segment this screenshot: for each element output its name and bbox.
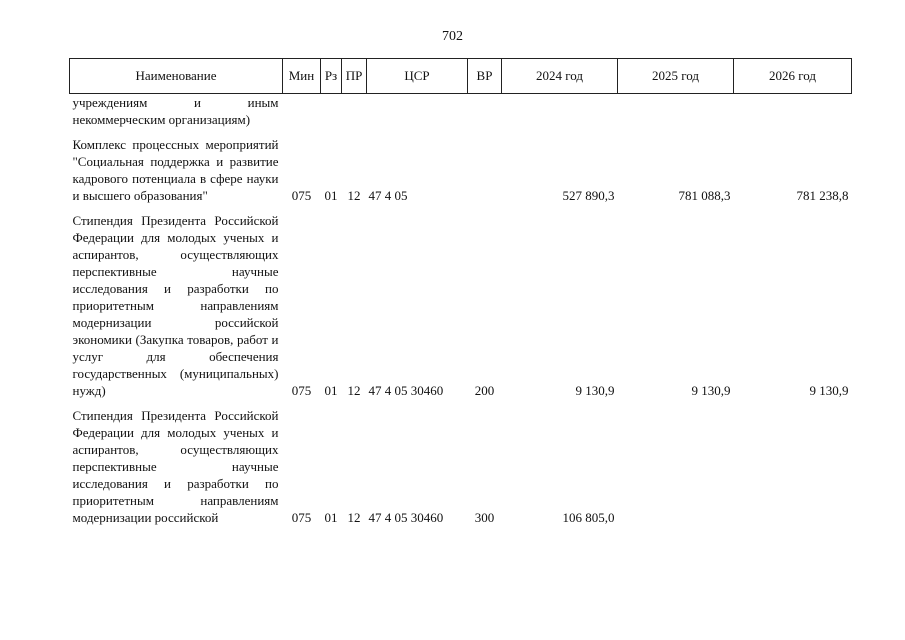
header-vr: ВР (468, 59, 502, 94)
header-2025: 2025 год (618, 59, 734, 94)
row-2024: 527 890,3 (562, 188, 615, 203)
row-2025: 781 088,3 (678, 188, 731, 203)
row-pr: 12 (347, 188, 361, 203)
header-rz: Рз (321, 59, 342, 94)
row-rz (321, 94, 342, 129)
row-pr: 12 (347, 510, 361, 525)
table-row (70, 94, 852, 129)
row-2025 (618, 399, 734, 526)
row-vr (468, 128, 502, 204)
row-2026 (734, 94, 852, 129)
row-vr: 200 (474, 383, 495, 398)
row-rz: 01 (324, 510, 338, 525)
row-name: учреждениям и иным некоммерческим организациям) (72, 95, 279, 127)
header-min: Мин (283, 59, 321, 94)
row-2026: 781 238,8 (796, 188, 849, 203)
page-number: 702 (442, 29, 463, 44)
row-rz: 01 (324, 383, 338, 398)
row-csr: 47 4 05 30460 (368, 383, 444, 398)
row-2025: 9 130,9 (691, 383, 731, 398)
row-csr: 47 4 05 (368, 188, 408, 203)
row-2024: 106 805,0 (562, 510, 615, 525)
row-vr (468, 94, 502, 129)
table-row (70, 204, 852, 399)
header-2024: 2024 год (502, 59, 618, 94)
row-2025 (618, 94, 734, 129)
row-pr: 12 (347, 383, 361, 398)
row-min: 075 (291, 383, 312, 398)
row-name: Стипендия Президента Российской Федерации для молодых ученых и аспирантов, осуществляющих перспективные научные исследования и разработки по приоритетным направлениям модернизации российской экономики (Закупка товаров, работ и услуг для обеспечения государственных (муниципальных) нужд) (72, 213, 279, 398)
row-csr: 47 4 05 30460 (368, 510, 444, 525)
header-name: Наименование (70, 59, 283, 94)
row-2026 (734, 399, 852, 526)
row-2024 (502, 94, 618, 129)
table-header (70, 59, 852, 94)
row-min: 075 (291, 510, 312, 525)
row-vr: 300 (474, 510, 495, 525)
header-csr: ЦСР (367, 59, 468, 94)
row-2024: 9 130,9 (575, 383, 615, 398)
header-2026: 2026 год (734, 59, 852, 94)
table-row (70, 128, 852, 204)
budget-table (69, 58, 852, 526)
row-rz: 01 (324, 188, 338, 203)
row-min (283, 94, 321, 129)
table-row (70, 399, 852, 526)
row-name: Комплекс процессных мероприятий "Социальная поддержка и развитие кадрового потенциала в сфере науки и высшего образования" (72, 137, 279, 203)
row-min: 075 (291, 188, 312, 203)
row-name: Стипендия Президента Российской Федерации для молодых ученых и аспирантов, осуществляющих перспективные научные исследования и разработки по приоритетным направлениям модернизации российской (72, 408, 279, 525)
header-pr: ПР (342, 59, 367, 94)
row-csr (367, 94, 468, 129)
row-pr (342, 94, 367, 129)
row-2026: 9 130,9 (809, 383, 849, 398)
